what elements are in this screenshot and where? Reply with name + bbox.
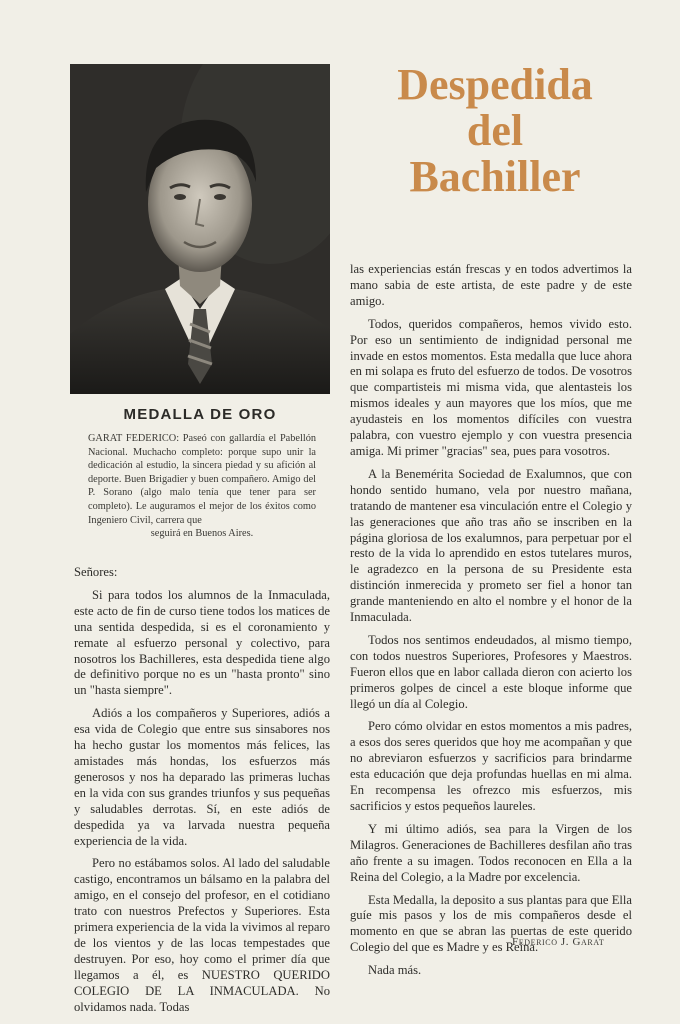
salutation: Señores: bbox=[74, 565, 118, 579]
paragraph: Todos, queridos compañeros, hemos vivido esto. Por eso un sentimiento de indignidad personal me invade en estos momentos. Esta medalla que luce ahora en mi solapa es fruto del esfuerzo de todos. De vosotros que compartisteis mi misma vida, que alentasteis los mismos ideales y aun mayores que los míos, que me ayudasteis en los momentos difíciles con vuestra palabra, con vuestro ejemplo y con vuestra presencia amiga. Mi primer "gracias" sea, pues para vosotros. bbox=[350, 316, 632, 458]
paragraph: Todos nos sentimos endeudados, al mismo tiempo, con todos nuestros Superiores, Profesores y Maestros. Fueron ellos que en labor callada dieron con acierto los primeros golpes de cincel a este bloque informe que llegó un día al Colegio. bbox=[350, 632, 632, 711]
paragraph: Pero no estábamos solos. Al lado del saludable castigo, encontramos un bálsamo en la palabra del amigo, en el consejo del profesor, en el cotidiano trato con nuestros Prefectos y Superiores. Esta primera experiencia de la vida la vivimos al reparo de los vientos y de las locas tempestades que destruyen. Por eso, hoy como el primer día que llegamos a él, es NUESTRO QUERIDO COLEGIO DE LA INMACULADA. No olvidamos nada. Todas bbox=[74, 856, 330, 1014]
page-title bbox=[380, 62, 610, 200]
portrait-icon bbox=[70, 64, 330, 394]
paragraph: Adiós a los compañeros y Superiores, adiós a esa vida de Colegio que entre sus sinsabores nos ha hecho gustar los momentos más felices, las amistades más hondas, los esfuerzos más generosos y nos ha deparado las primeras luchas en la vida con sus grandes triunfos y sus pequeñas y saludables derrotas. Sí, en este adiós de despedida ya va larvada nuestra pequeña experiencia de la vida. bbox=[74, 706, 330, 848]
left-column bbox=[74, 565, 330, 1022]
signature: Federico J. Garat bbox=[512, 936, 605, 948]
medal-heading: MEDALLA DE ORO bbox=[123, 406, 277, 423]
medal-caption-last: seguirá en Buenos Aires. bbox=[150, 528, 254, 540]
medal-caption-text: GARAT FEDERICO: Paseó con gallardía el Pabellón Nacional. Muchacho completo: porque supo unir la dedicación al estudio, la sincera piedad y su afición al deporte. Buen Brigadier y buen compañero. Amigo del P. Sorano (algo malo tenía que tener para ser completo). Le auguramos el mejor de los éxitos como Ingeniero Civil, carrera que bbox=[88, 433, 316, 526]
medal-caption bbox=[88, 432, 316, 541]
title-line-1: Despedida bbox=[397, 60, 593, 109]
title-line-3: Bachiller bbox=[409, 152, 581, 201]
paragraph: Y mi último adiós, sea para la Virgen de los Milagros. Generaciones de Bachilleres desfilan año tras año frente a su imagen. Todos reconocen en Ella a la Reina del Colegio, a la Madre por excelencia. bbox=[350, 821, 632, 884]
title-line-2: del bbox=[466, 106, 524, 155]
paragraph: A la Benemérita Sociedad de Exalumnos, que con hondo sentido humano, vela por nuestro mañana, tratando de mantener esa vinculación entre el Colegio y las generaciones que año tras año se inscriben en la página gloriosa de los exalumnos, para perpetuar por el resto de la vida lo aprendido en estos tutelares muros, le agradezco en la persona de su Presidente esta distinción inmerecida y prometo ser fiel a honor tan grande manteniendo en alto el nombre y el honor de la Inmaculada. bbox=[350, 466, 632, 625]
paragraph: Esta Medalla, la deposito a sus plantas para que Ella guíe mis pasos y los de mis compañeros desde el momento en que se abran las puertas de este querido Colegio del que es Madre y es Reina. bbox=[350, 892, 632, 955]
paragraph: Nada más. bbox=[368, 963, 422, 978]
portrait-photo bbox=[70, 64, 330, 394]
paragraph: las experiencias están frescas y en todos advertimos la mano sabia de este artista, de este padre y de este amigo. bbox=[350, 262, 632, 308]
right-column bbox=[350, 262, 632, 986]
paragraph: Si para todos los alumnos de la Inmaculada, este acto de fin de curso tiene todos los matices de una sentida despedida, si es el coronamiento y remate al esfuerzo personal y colectivo, para nosotros los Bachilleres, esta despedida tiene algo de definitivo porque no es un "hasta pronto" sino un "hasta siempre". bbox=[74, 587, 330, 698]
paragraph: Pero cómo olvidar en estos momentos a mis padres, a esos dos seres queridos que hoy me acompañan y que no abreviaron esfuerzos y sacrificios para brindarme esta educación que deja profundas huellas en mi alma. En recompensa les ofrezco mis esfuerzos, mis sacrificios y estos pequeños laureles. bbox=[350, 719, 632, 813]
